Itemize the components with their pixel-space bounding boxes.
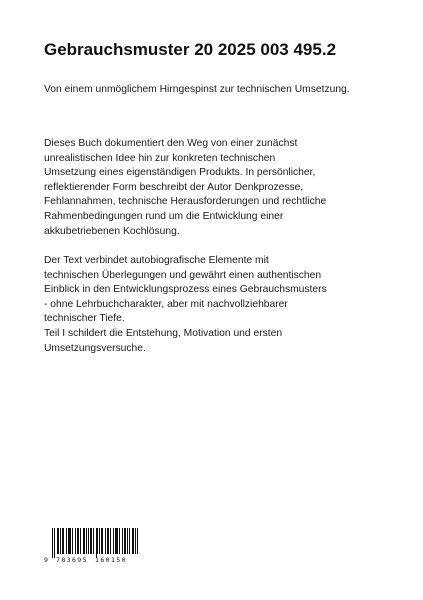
barcode-bar [86, 528, 87, 554]
barcode-bar [96, 528, 97, 558]
barcode-bar [137, 528, 138, 554]
text-line: Teil I schildert die Entstehung, Motivation und ersten [44, 327, 283, 339]
barcode-bar [105, 528, 106, 554]
barcode-bar [84, 528, 85, 554]
text-line: unrealistischen Idee hin zur konkreten technischen [44, 152, 276, 164]
barcode-left-group: 783695 [56, 556, 88, 564]
barcode-bar [62, 528, 63, 554]
text-line: Dieses Buch dokumentiert den Weg von einer zunächst [44, 138, 298, 149]
description-paragraph-1 [44, 137, 379, 239]
barcode-bar [102, 528, 103, 554]
page-title: Gebrauchsmuster 20 2025 003 495.2 [44, 40, 337, 59]
text-line: reflektierender Form beschreibt der Autor Denkprozesse, [44, 181, 304, 193]
text-line: technischen Überlegungen und gewährt einen authentischen [44, 269, 322, 281]
barcode-bar [60, 528, 61, 554]
barcode-bar [83, 528, 84, 554]
subtitle: Von einem unmöglichem Hirngespinst zur technischen Umsetzung. [44, 84, 350, 95]
barcode-bar [99, 528, 100, 554]
barcode-bar [116, 528, 117, 554]
barcode-bar [133, 528, 134, 554]
barcode-bar [127, 528, 128, 554]
barcode-bar [115, 528, 116, 554]
barcode-bar [91, 528, 92, 554]
barcode-bar [58, 528, 59, 554]
barcode-bar [107, 528, 108, 554]
text-line: Umsetzung eines eigenständigen Produkts. In persönlicher, [44, 167, 316, 179]
barcode-bar [125, 528, 126, 554]
barcode-right-group: 160150 [95, 556, 127, 564]
text-line: Umsetzungsversuche. [44, 342, 146, 354]
barcode-bar [52, 528, 53, 558]
barcode-bar [88, 528, 89, 554]
text-line: Der Text verbindet autobiografische Elemente mit [44, 255, 269, 266]
barcode-bar [101, 528, 102, 554]
barcode-bar [63, 528, 64, 554]
barcode-first-digit: 9 [44, 556, 48, 564]
barcode-bar [69, 528, 70, 554]
text-line: - ohne Lehrbuchcharakter, aber mit nachvollziehbarer [44, 298, 288, 310]
barcode-bar [97, 528, 98, 554]
barcode-bar [68, 528, 69, 554]
text-line: Rahmenbedingungen rund um die Entwicklung einer [44, 210, 284, 222]
barcode-bar [122, 528, 123, 554]
text-line: technischer Tiefe. [44, 313, 125, 325]
barcode-bar [70, 528, 71, 554]
barcode-bar [117, 528, 118, 554]
barcode-bar [90, 528, 91, 554]
text-line: Einblick in den Entwicklungsprozess eines Gebrauchsmusters [44, 284, 327, 296]
barcode-bar [129, 528, 130, 554]
description-paragraph-2 [44, 254, 379, 356]
barcode-bar [108, 528, 109, 554]
barcode-bar [135, 528, 136, 554]
text-line: Fehlannahmen, technische Herausforderungen und rechtliche [44, 196, 327, 208]
barcode-bars [52, 528, 140, 558]
isbn-barcode [44, 528, 140, 566]
barcode-bar [132, 528, 133, 554]
barcode-bar [80, 528, 81, 554]
barcode-bar [75, 528, 76, 554]
barcode-bar [124, 528, 125, 554]
barcode-bar [66, 528, 67, 554]
barcode-bar [113, 528, 114, 554]
barcode-bar [93, 528, 94, 554]
barcode-bar [110, 528, 111, 554]
barcode-bar [78, 528, 79, 554]
barcode-bar [72, 528, 73, 554]
barcode-bar [119, 528, 120, 554]
text-line: akkubetriebenen Kochlösung. [44, 225, 180, 237]
barcode-bar [57, 528, 58, 554]
barcode-bar [77, 528, 78, 554]
barcode-bar [54, 528, 55, 558]
